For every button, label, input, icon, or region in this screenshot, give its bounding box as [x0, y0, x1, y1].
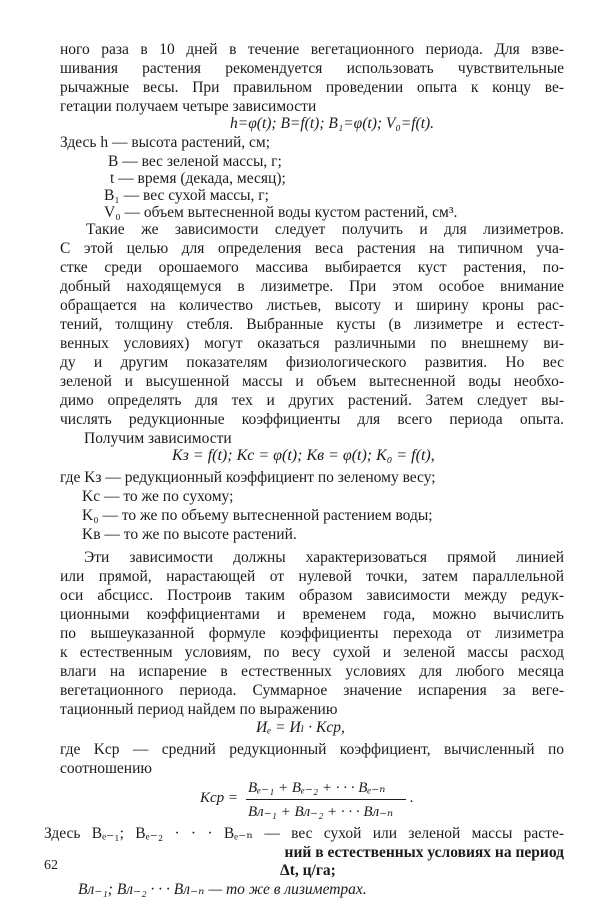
text-line: где Kз — редукционный коэффициент по зеленому весу;	[60, 469, 436, 486]
text-line: добный находящемуся в лизиметре. При этом особое внимание	[60, 278, 564, 295]
text-line: ционными коэффициентами и временем года, можно вычислить	[60, 606, 564, 623]
fraction-numerator: Bₑ₋₁ + Bₑ₋₂ + · · · Bₑ₋ₙ	[248, 780, 386, 796]
text-line: ду и другим показателям физиологического развития. Но вес	[60, 354, 564, 371]
formula-kcp-fraction	[200, 778, 460, 824]
definition-line: t — время (декада, месяц);	[110, 170, 286, 187]
text-line: обращается на количество листьев, высоту и ширину кроны рас-	[60, 297, 564, 314]
fraction-bar	[246, 799, 406, 800]
text-line: числять редукционные коэффициенты для всего периода опыта.	[60, 411, 564, 428]
text-line: Bл₋₁; Bл₋₂ · · · Bл₋ₙ — то же в лизиметрах.	[78, 881, 367, 898]
text-line: зеленой и высушенной массы и объем вытесненной воды необхо-	[60, 373, 564, 390]
paragraph-start: Такие же зависимости следует получить и для лизиметров.	[86, 221, 564, 238]
text-line: Δt, ц/га;	[280, 862, 336, 879]
text-line: димо определять для тех и других растений. Затем следует вы-	[60, 392, 564, 409]
definition-line: B — вес зеленой массы, г;	[108, 153, 282, 170]
text-line: Здесь h — высота растений, см;	[60, 134, 271, 151]
formula-evaporation: Иₑ = Иₗ · Kср,	[256, 719, 345, 736]
text-line: ний в естественных условиях на период	[284, 844, 564, 861]
definition-line: V₀ — объем вытесненной воды кустом растений, см³.	[104, 204, 458, 221]
definition-line: Kв — то же по высоте растений.	[82, 526, 297, 543]
fraction-period: .	[410, 790, 414, 806]
definition-line: B₁ — вес сухой массы, г;	[104, 187, 269, 204]
text-line: тений, толщину стебля. Выбранные кусты (в лизиметре и естест-	[60, 316, 564, 333]
text-line: рычажные весы. При правильном проведении опыта к концу ве-	[60, 79, 564, 96]
text-line: по вышеуказанной формуле коэффициенты перехода от лизиметра	[60, 625, 564, 642]
text-line: влаги на испарение в естественных условиях для любого месяца	[60, 663, 564, 680]
text-line: ного раза в 10 дней в течение вегетационного периода. Для взве-	[60, 41, 564, 58]
text-line: вегетационного периода. Суммарное значение испарения за веге-	[60, 682, 564, 699]
text-line: соотношению	[60, 760, 152, 777]
text-line: С этой целью для определения веса растения на типичном уча-	[60, 240, 564, 257]
text-line: к естественным условиям, по весу сухой и зеленой массы расход	[60, 644, 564, 661]
definition-line: K₀ — то же по объему вытесненной растением воды;	[82, 507, 433, 524]
definition-line: Kс — то же по сухому;	[82, 488, 234, 505]
text-line: где Kср — средний редукционный коэффициент, вычисленный по	[60, 741, 564, 758]
fraction-lhs: Kср =	[200, 790, 239, 806]
formula-dependencies: h=φ(t); B=f(t); B₁=φ(t); V₀=f(t).	[230, 115, 435, 132]
text-line: шивания растения рекомендуется использовать чувствительные	[60, 60, 564, 77]
formula-coefficients: Kз = f(t); Kс = φ(t); Kв = φ(t); K₀ = f(t),	[172, 447, 435, 464]
text-line: оси абсцисс. Построив таким образом зависимости между редук-	[60, 587, 564, 604]
text-line: венных условиях) могут оказаться различными по внешнему ви-	[60, 335, 564, 352]
text-line: стке среди орошаемого массива выбирается куст растения, по-	[60, 259, 564, 276]
fraction-denominator: Bл₋₁ + Bл₋₂ + · · · Bл₋ₙ	[248, 804, 394, 820]
text-line: Получим зависимости	[84, 430, 232, 447]
text-line: Здесь Bₑ₋₁; Bₑ₋₂ · · · Bₑ₋ₙ — вес сухой или зеленой массы расте-	[44, 825, 564, 842]
text-line: или прямой, нарастающей от нулевой точки, затем параллельной	[60, 568, 564, 585]
text-line: гетации получаем четыре зависимости	[60, 98, 317, 115]
text-line: тационный период найдем по выражению	[60, 701, 338, 718]
paragraph-start: Эти зависимости должны характеризоваться прямой линией	[84, 549, 564, 566]
page-number: 62	[44, 858, 58, 873]
